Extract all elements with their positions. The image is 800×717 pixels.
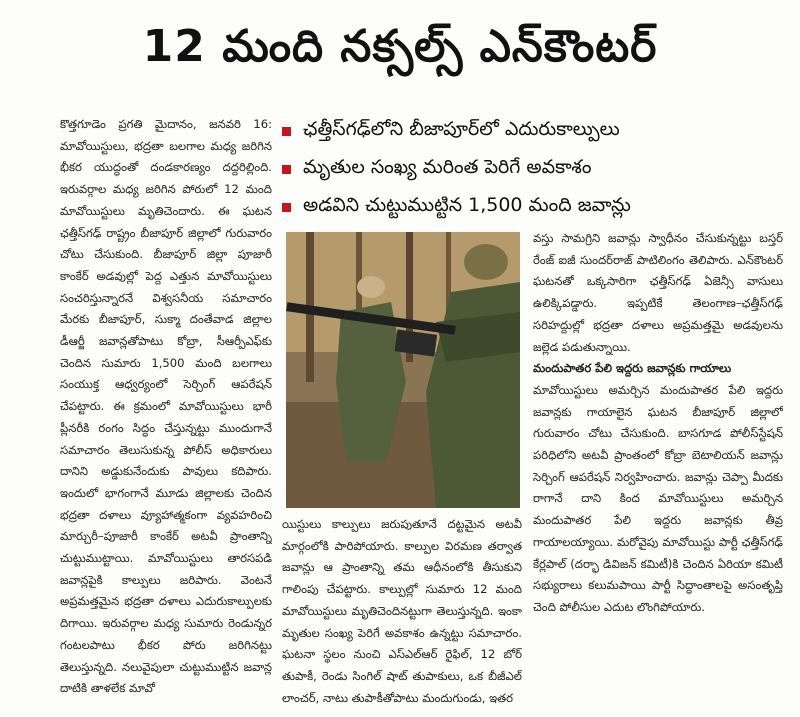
subheading: మందుపాతర పేలి ఇద్దరు జవాన్లకు గాయాలు [533,361,732,376]
highlight-text: అడవిని చుట్టుముట్టిన 1,500 మంది జవాన్లు [303,193,631,216]
column-2-text: యిస్టులు కాల్పులు జరుపుతూనే దట్టమైన అటవీ మార్గంలోకి పారిపోయారు. కాల్పుల విరమణ తర్వాత జవాన్లు ఆ ప్రాంతాన్ని తమ ఆధీనంలోకి తీసుకుని గాలింపు చేపట్టారు. కాల్పుల్లో సుమారు 12 మంది మావోయిస్టులు మృతిచెందినట్టుగా తెలుస్తున్నది. ఇంకా మృతుల సంఖ్య పెరిగే అవకాశం ఉన్నట్టు సమాచారం. ఘటనా స్థలం నుంచి ఎస్ఎల్ఆర్ రైఫిల్, 12 బోర్ తుపాకీ, రెండు సింగిల్ షాట్ తుపాకులు, ఒక బీజీఎల్ లాంచర్, నాటు తుపాకీతోపాటు మందుగుండు, ఇతర [282,517,522,705]
highlight-text: ఛత్తీస్‌గఢ్‌లోని బీజాపూర్‌లో ఎదురుకాల్పులు [303,117,620,140]
article-column-3 [533,228,783,708]
column-1-text: కొత్తగూడెం ప్రగతి మైదానం, జనవరి 16: మావోయిస్టులు, భద్రతా బలగాల మధ్య జరిగిన భీకర యుద్ధంతో దండకారణ్యం దద్దరిల్లింది. ఇరువర్గాల మధ్య జరిగిన పోరులో 12 మంది మావోయిస్టులు మృతిచెందారు. ఈ ఘటన ఛత్తీస్‌గఢ్ రాష్ట్రం బీజాపూర్ జిల్లాలో గురువారం చోటు చేసుకుంది. బీజాపూర్ జిల్లా పూజారీ కాంకేర్ అడవుల్లో పెద్ద ఎత్తున మావోయిస్టులు సంచరిస్తున్నారనే విశ్వసనీయ సమాచారం మేరకు బీజాపూర్, సుక్మా దంతేవాడ జిల్లాల డీఆర్జీ జవాన్లతోపాటు కోబ్రా, సీఆర్పీఎఫ్‌కు చెందిన సుమారు 1,500 మంది బలగాలు సంయుక్త ఆధ్వర్యంలో సెర్చింగ్ ఆపరేషన్ చేపట్టారు. ఈ క్రమంలో మావోయిస్టులు భారీ ప్లీనరీకి రంగం సిద్ధం చేస్తున్నట్టు ముందుగానే సమాచారం తెలుసుకున్న పోలీస్ అధికారులు దానిని అడ్డుకునేందుకు పావులు కదిపారు. ఇందులో భాగంగానే మూడు జిల్లాలకు చెందిన భద్రతా దళాలు వ్యూహాత్మకంగా వ్యవహరించి మార్చురీ–పూజారీ కాంకేర్ అటవీ ప్రాంతాన్ని చుట్టుముట్టాయి. మావోయిస్టులు తారసపడి జవాన్లపైకి కాల్పులు జరిపారు. వెంటనే అప్రమత్తమైన భద్రతా దళాలు ఎదురుకాల్పులకు దిగాయి. ఇరువర్గాల మధ్య సుమారు రెండున్నర గంటలపాటు భీకర పోరు జరిగినట్టు తెలుస్తున్నది. నలువైపులా చుట్టుముట్టిన జవాన్ల దాటికి తాళలేక మావో [60,117,272,696]
headline: 12 మంది నక్సల్స్ ఎన్‌కౌంటర్ [142,21,658,72]
highlight-text: మృతుల సంఖ్య మరింత పెరిగే అవకాశం [303,155,592,178]
column-3-text-part1: వస్తు సామగ్రిని జవాన్లు స్వాధీనం చేసుకున్నట్టు బస్తర్ రేంజ్ ఐజీ సుందర్‌రాజ్ పాటిలింగం తెలిపారు. ఎన్‌కౌంటర్ ఘటనతో ఒక్కసారిగా ఛత్తీస్‌గఢ్ ఏజెన్సీ వాసులు ఉలిక్కిపడ్డారు. ఇప్పటికే తెలంగాణ–ఛత్తీస్‌గఢ్ సరిహద్దుల్లో భద్రతా దళాలు అప్రమత్తమై అడవులను జల్లెడ పడుతున్నాయి. [533,231,783,354]
news-photo [286,232,520,508]
bullet-square-icon [282,165,291,174]
highlight-item [282,112,787,150]
highlight-item [282,188,787,226]
article-column-2 [282,514,522,710]
soldiers-photo-illustration [286,232,520,508]
highlight-item [282,150,787,188]
bullet-square-icon [282,203,291,212]
highlights-list [282,112,787,226]
bullet-square-icon [282,127,291,136]
column-3-text-part2: మావోయిస్టులు అమర్చిన మందుపాతర పేలి ఇద్దరు జవాన్లకు గాయాలైన ఘటన బీజాపూర్ జిల్లాలో గురువారం చోటు చేసుకుంది. బాసగూడ పోలీస్‌స్టేషన్ పరిధిలోని అటవీ ప్రాంతంలో కోబ్రా బెటాలియన్ జవాన్లు సెర్చింగ్ ఆపరేషన్ నిర్వహించారు. జవాన్లు చెప్పా మీదకు రాగానే దాని కింద మావోయిస్టులు అమర్చిన మందుపాతర పేలి ఇద్దరు జవాన్లకు తీవ్ర గాయాలయ్యాయి. మరోవైపు మావోయిస్టు పార్టీ ఛత్తీస్‌గఢ్ కేర్లపాల్ (దర్భా డివిజన్ కమిటీ)కి చెందిన ఏరియా కమిటీ సభ్యురాలు కలుమపాయి పార్టీ సిద్ధాంతాలపై అసంతృప్తి చెంది పోలీసుల ఎదుట లొంగిపోయారు. [533,382,783,614]
article-column-1 [60,114,272,710]
